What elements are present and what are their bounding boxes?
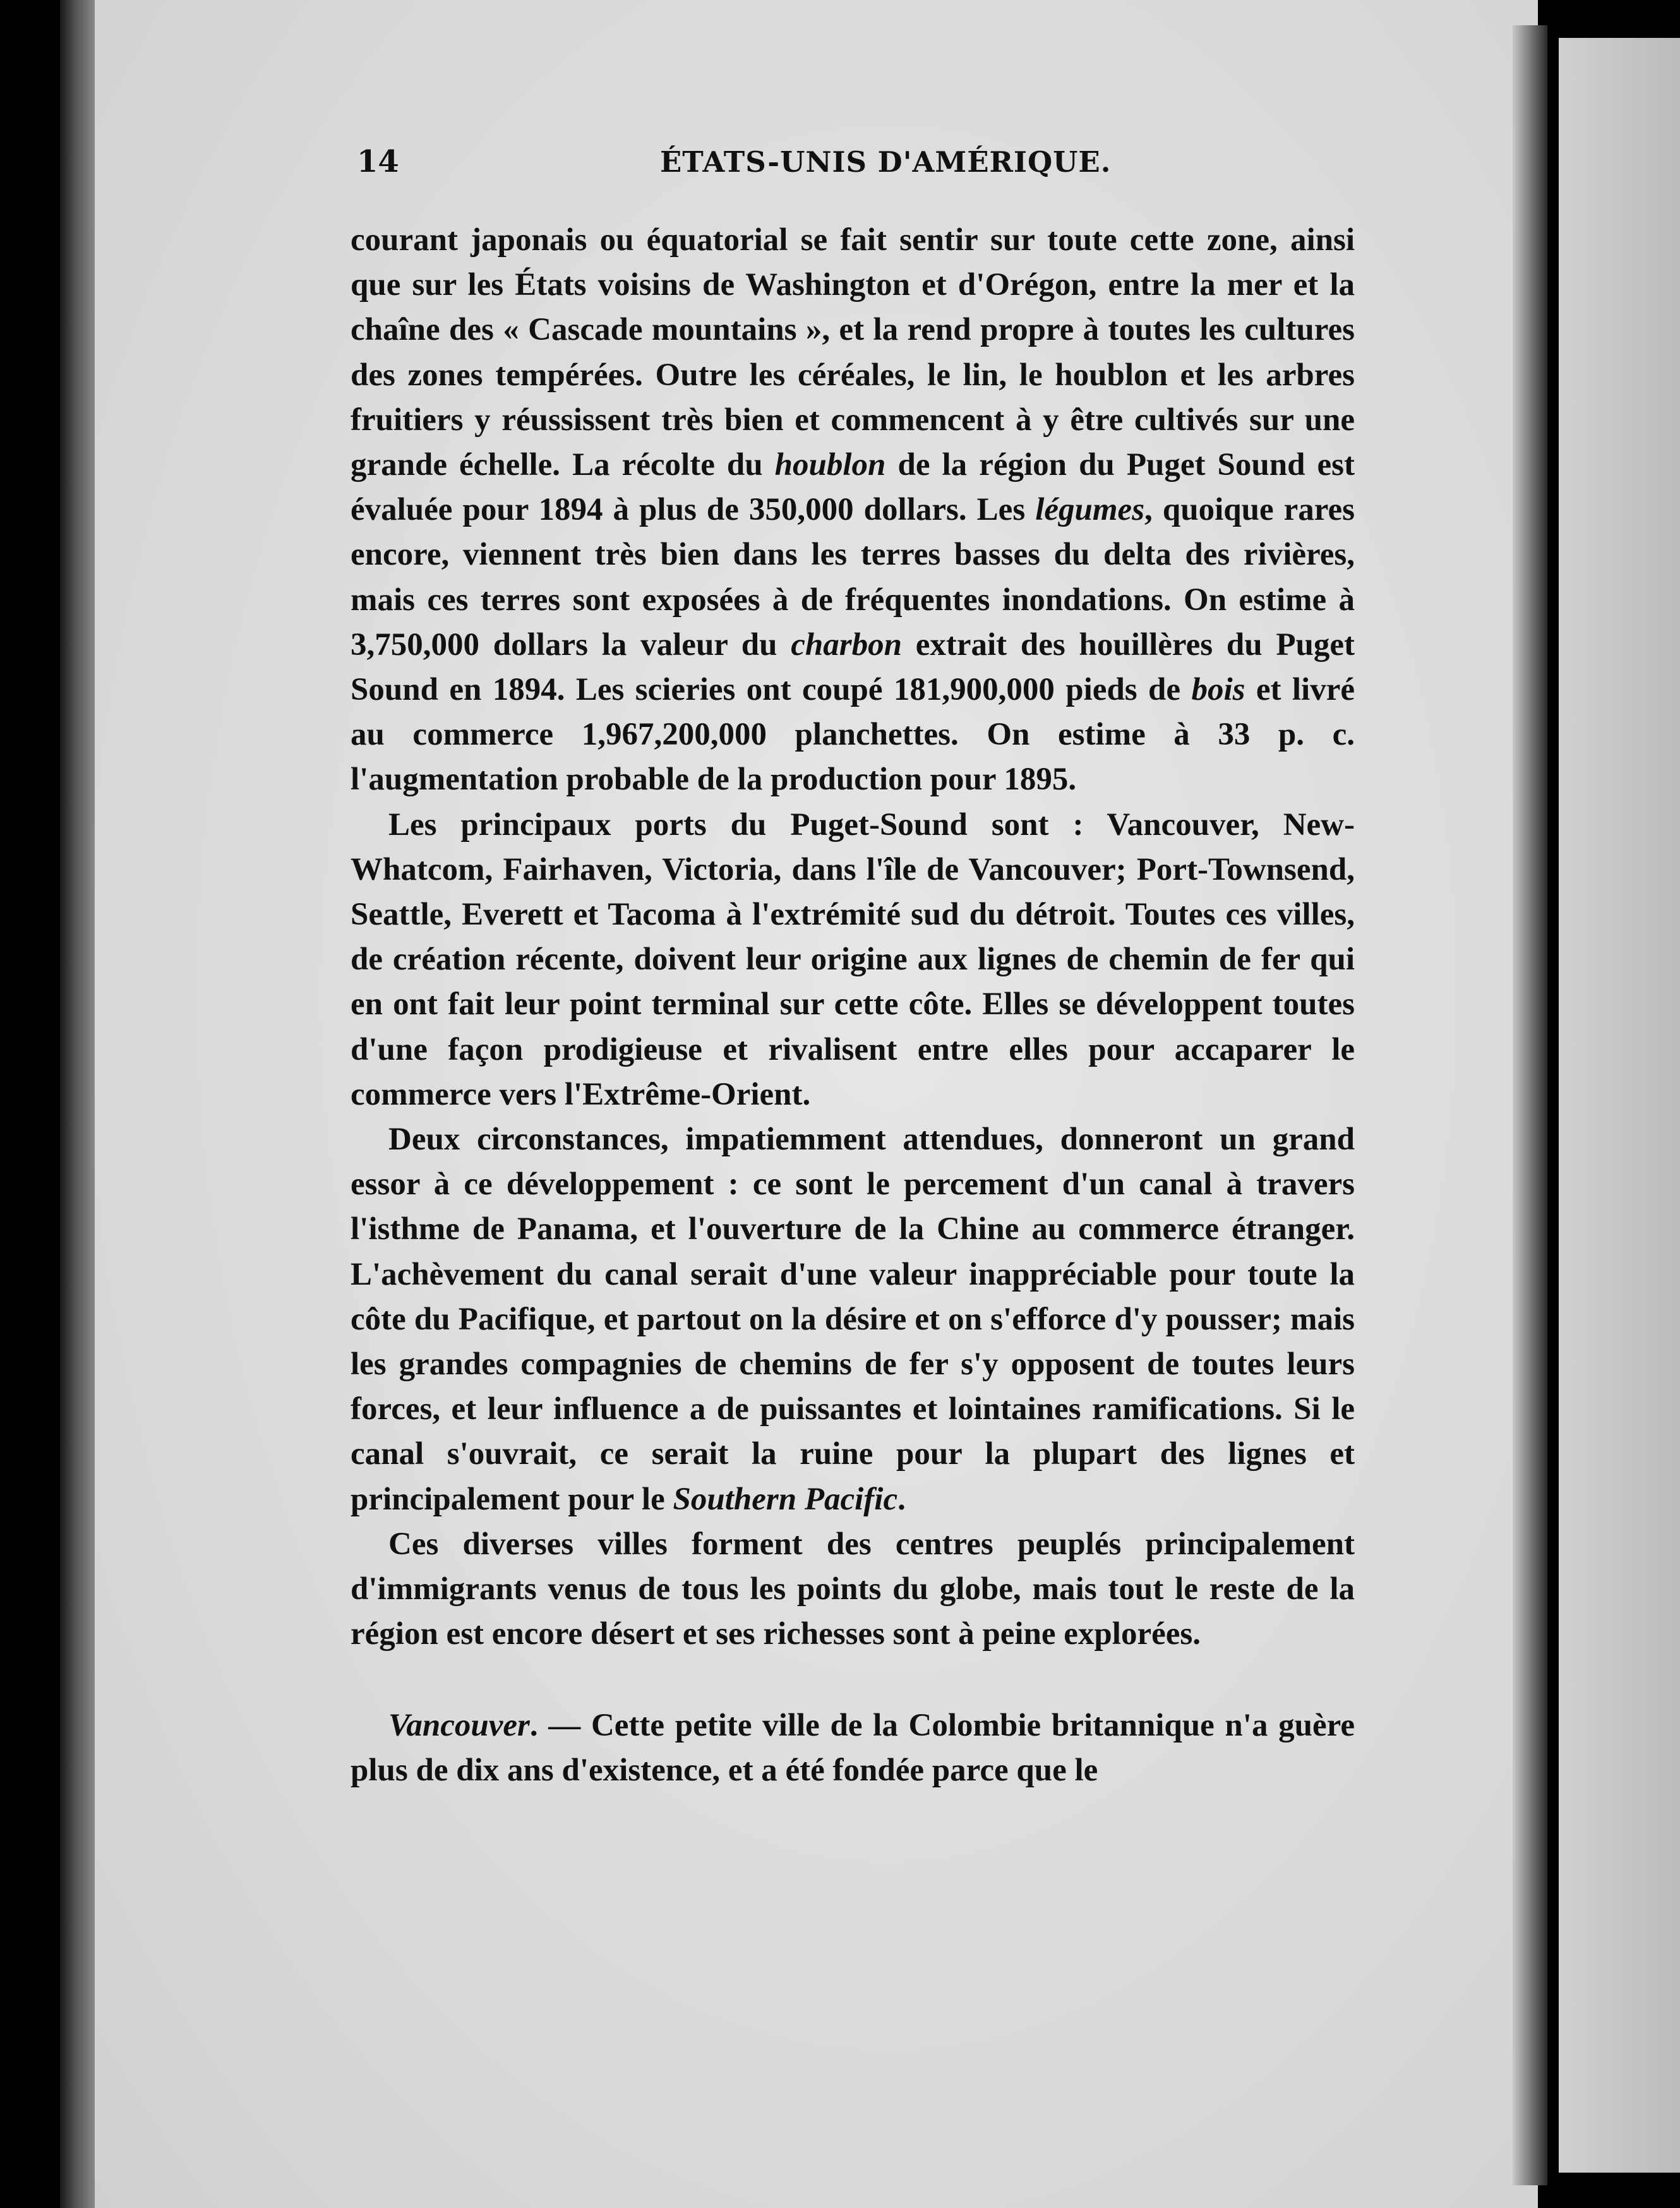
section-heading-term: Vancouver <box>388 1707 530 1743</box>
italic-term: charbon <box>791 627 902 663</box>
text-run: . — Cette petite ville de la Colombie britannique n'a guère plus de dix ans d'existence, et a été fondée parce que le <box>351 1707 1355 1788</box>
italic-term: houblon <box>774 447 886 483</box>
italic-term: légumes <box>1035 492 1145 528</box>
text-run: et livré au commerce 1,967,200,000 planchettes. On estime à 33 p. c. l'augmentation probable de la production pour 1895. <box>351 672 1355 798</box>
paragraph-4: Ces diverses villes forment des centres peuplés principalement d'immigrants venus de tous les points du globe, mais tout le reste de la région est encore désert et ses richesses sont à peine explorées. <box>351 1526 1355 1652</box>
paragraph-3 <box>351 1117 1355 1522</box>
text-run: extrait des houillères du Puget Sound en 1894. Les scieries ont coupé 181,900,000 pieds de <box>351 627 1355 708</box>
text-run: de la région du Puget Sound est évaluée pour 1894 à plus de 350,000 dollars. Les <box>351 447 1355 528</box>
gutter-shadow <box>1513 25 1547 2185</box>
paragraph-2: Les principaux ports du Puget-Sound sont : Vancouver, New-Whatcom, Fairhaven, Victoria, dans l'île de Vancouver; Port-Townsend, Seattle, Everett et Tacoma à l'extrémité sud du détroit. Toutes ces villes, de création récente, doivent leur origine aux lignes de chemin de fer qui en ont fait leur point terminal sur cette côte. Elles se développent toutes d'une façon prodigieuse et rivalisent entre elles pour accaparer le commerce vers l'Extrême-Orient. <box>351 807 1355 1112</box>
page-title: ÉTATS-UNIS D'AMÉRIQUE. <box>660 145 1112 179</box>
body-text <box>351 218 1355 1793</box>
text-run: . <box>897 1481 906 1517</box>
running-head <box>357 144 1348 188</box>
paragraph-5 <box>351 1703 1355 1793</box>
paragraph-1 <box>351 218 1355 803</box>
text-run: courant japonais ou équatorial se fait sentir sur toute cette zone, ainsi que sur les États voisins de Washington et d'Orégon, entre la mer et la chaîne des « Cascade mountains », et la rend propre à toutes les cultures des zones tempérées. Outre les céréales, le lin, le houblon et les arbres fruitiers y réussissent très bien et commencent à y être cultivés sur une grande échelle. La récolte du <box>351 222 1355 483</box>
italic-term: Southern Pacific <box>673 1481 898 1517</box>
text-run: , quoique rares encore, viennent très bien dans les terres basses du delta des rivières, mais ces terres sont exposées à de fréquentes inondations. On estime à 3,750,000 dollars la valeur du <box>351 492 1355 663</box>
facing-page-edge <box>1559 38 1680 2173</box>
italic-term: bois <box>1191 672 1245 708</box>
page-number: 14 <box>357 144 399 179</box>
text-run: Deux circonstances, impatiemment attendues, donneront un grand essor à ce développement : ce sont le percement d'un canal à travers l'isthme de Panama, et l'ouverture de la Chine au commerce étranger. L'achèvement du canal serait d'une valeur inappréciable pour toute la côte du Pacifique, et partout on la désire et on s'efforce d'y pousser; mais les grandes compagnies de chemins de fer s'y opposent de toutes leurs forces, et leur influence a de puissantes et lointaines ramifications. Si le canal s'ouvrait, ce serait la ruine pour la plupart des lignes et principalement pour le <box>351 1122 1355 1517</box>
